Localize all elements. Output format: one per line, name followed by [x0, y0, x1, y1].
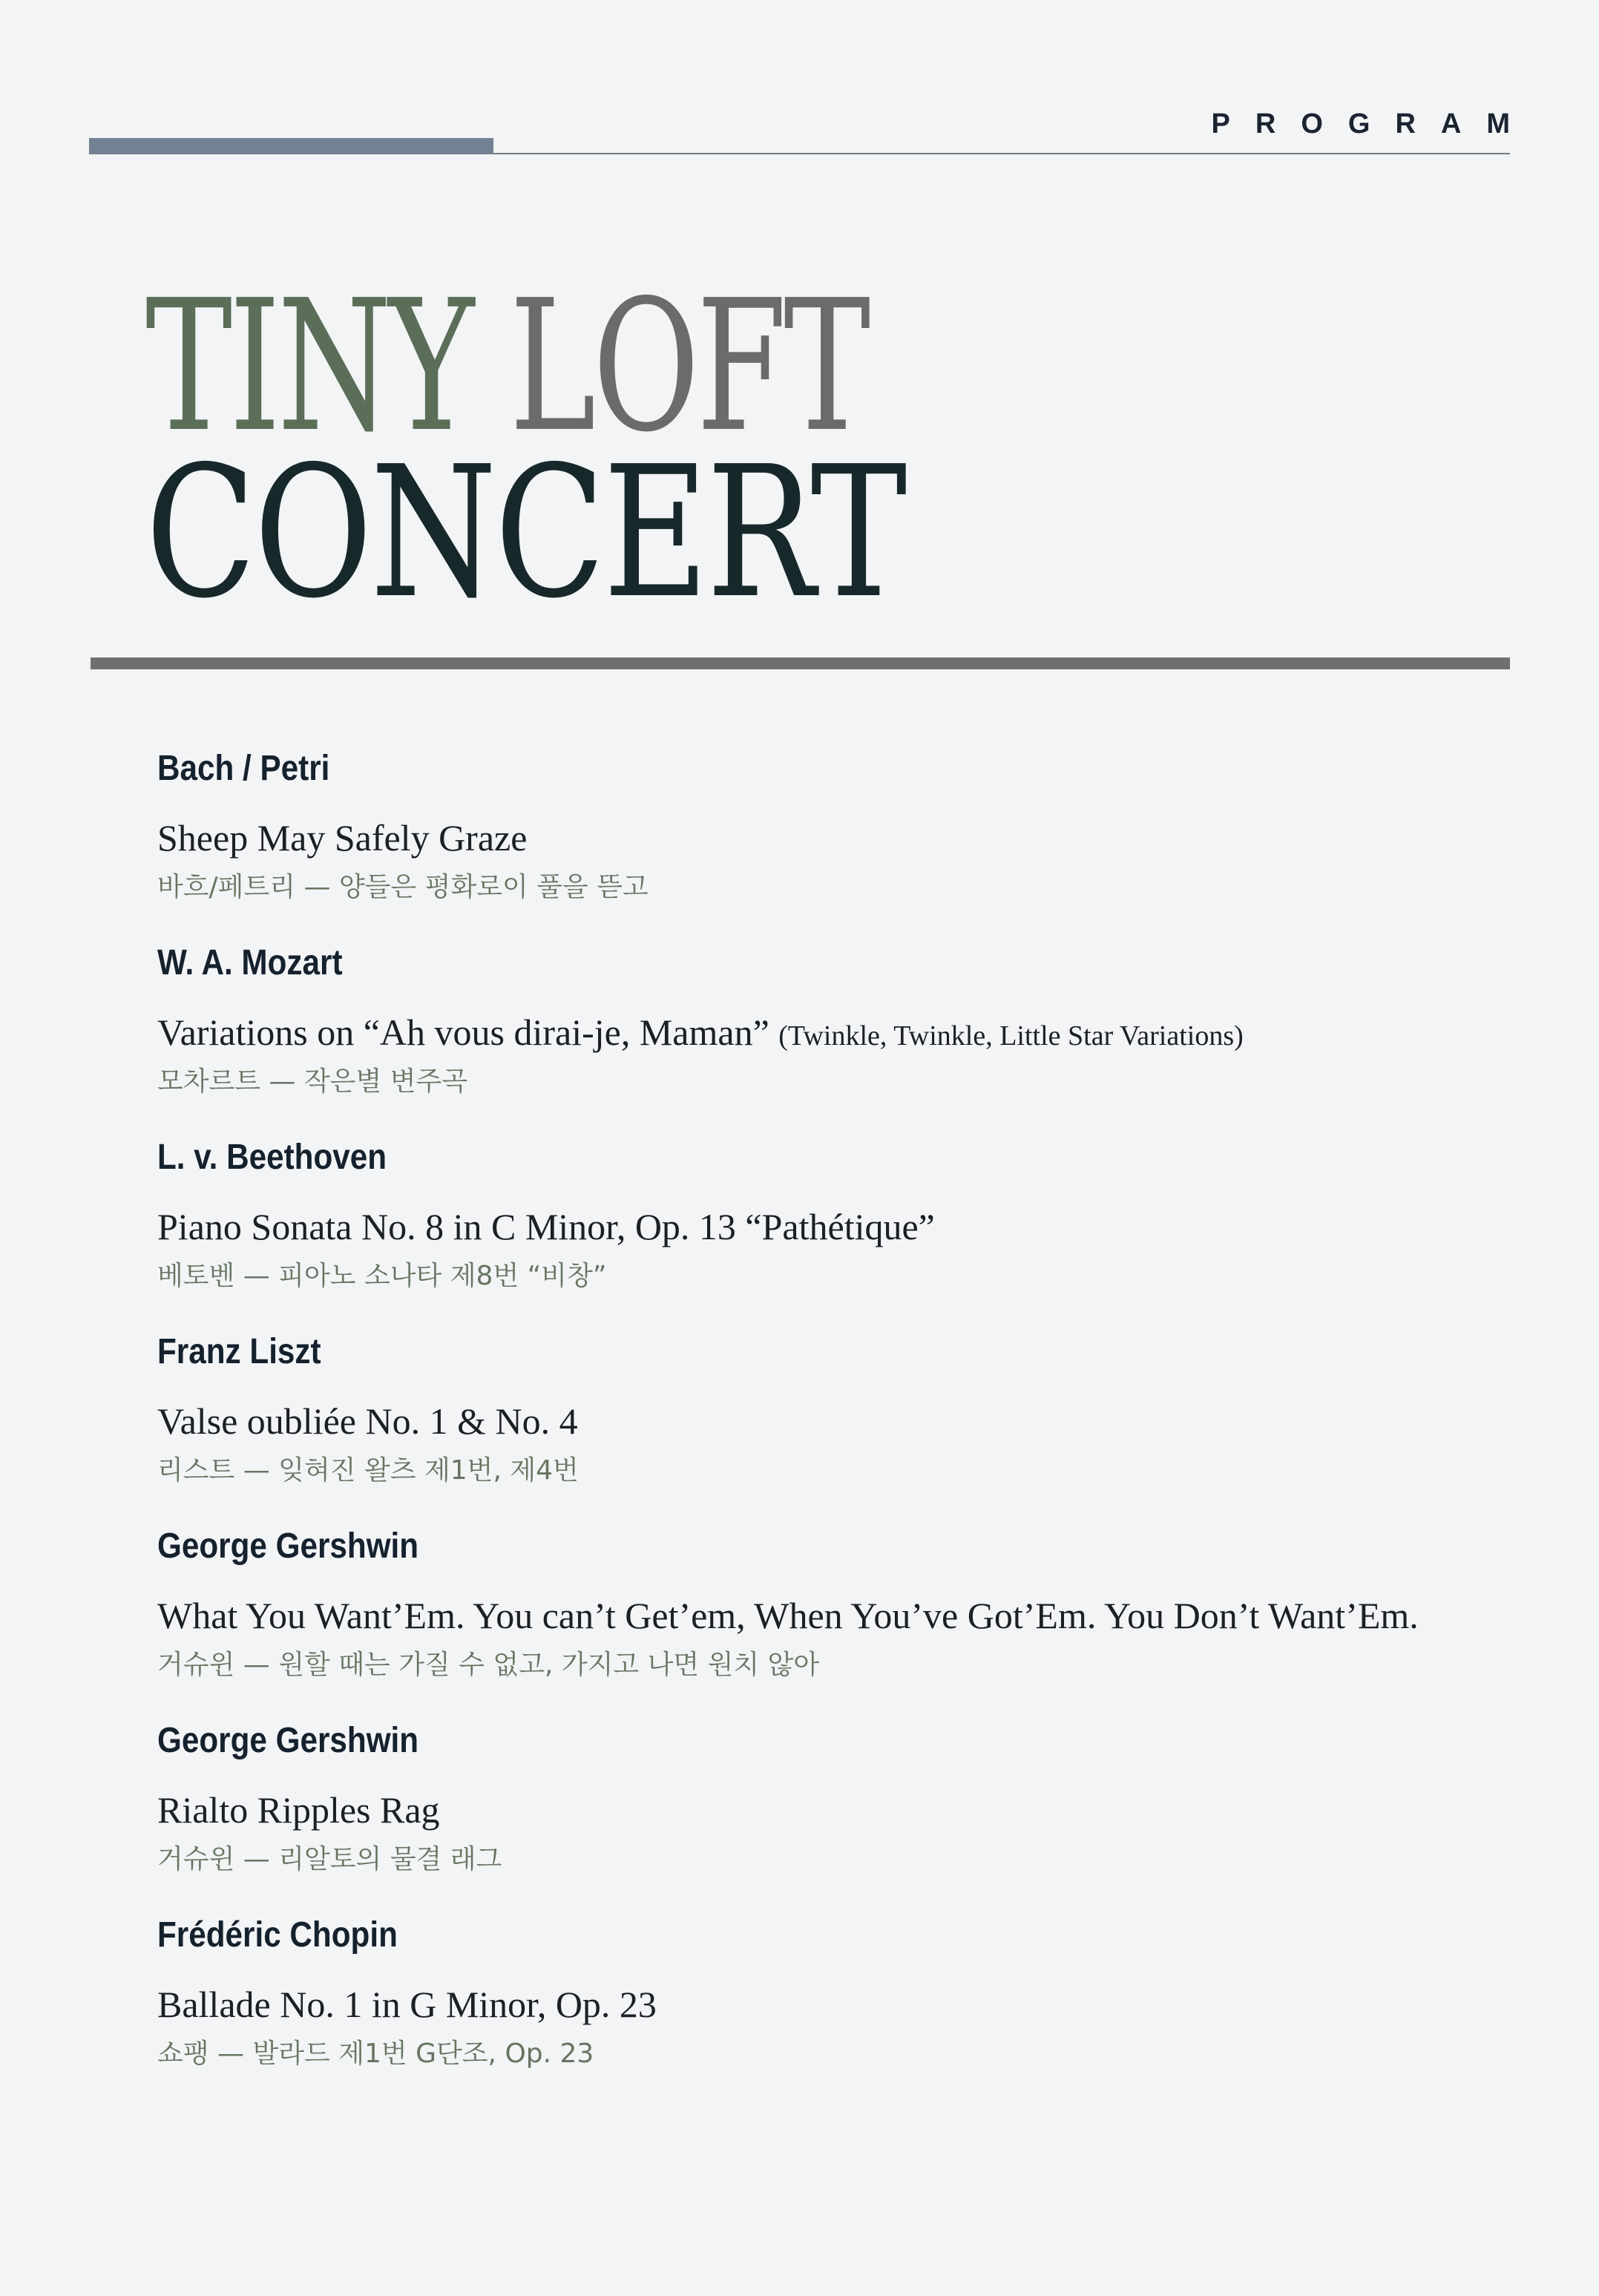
- program-item: [157, 1915, 1537, 2112]
- program-item: [157, 1723, 1537, 1918]
- work-title-text: Piano Sonata No. 8 in C Minor, Op. 13 “Pathétique”: [157, 1206, 935, 1247]
- composer-name: W. A. Mozart: [157, 943, 343, 983]
- program-list: [157, 751, 1537, 2112]
- program-item: [157, 1526, 1537, 1723]
- work-title: [157, 1208, 935, 1245]
- korean-title: 거슈윈 — 리알토의 물결 래그: [157, 1844, 502, 1874]
- composer-name: Bach / Petri: [157, 749, 330, 788]
- work-title: [157, 1400, 578, 1442]
- work-title: [157, 1597, 1419, 1634]
- title-word-tiny: TINY: [145, 261, 471, 472]
- work-title: [157, 1789, 440, 1831]
- program-item: [157, 945, 1537, 1140]
- work-title-text: Ballade No. 1 in G Minor, Op. 23: [157, 1984, 657, 2025]
- title-line-2: CONCERT: [145, 427, 905, 638]
- korean-title: 쇼팽 — 발라드 제1번 G단조, Op. 23: [157, 2038, 594, 2069]
- header-label: PROGRAM: [1211, 108, 1535, 140]
- korean-title: 거슈윈 — 원할 때는 가질 수 없고, 가지고 나면 원치 않아: [157, 1650, 820, 1680]
- work-title: [157, 1986, 657, 2023]
- work-title-text: What You Want’Em. You can’t Get’em, When You’ve Got’Em. You Don’t Want’Em.: [157, 1595, 1419, 1636]
- composer-name: L. v. Beethoven: [157, 1138, 387, 1177]
- korean-title: 바흐/페트리 — 양들은 평화로이 풀을 뜯고: [157, 872, 649, 902]
- work-note: (Twinkle, Twinkle, Little Star Variations): [778, 1020, 1244, 1052]
- top-accent-bar: [89, 138, 493, 154]
- korean-title: 리스트 — 잊혀진 왈츠 제1번, 제4번: [157, 1455, 579, 1486]
- korean-title: 베토벤 — 피아노 소나타 제8번 “비창”: [157, 1261, 607, 1291]
- work-title-text: Variations on “Ah vous dirai-je, Maman”: [157, 1011, 769, 1053]
- work-title: [157, 1011, 1244, 1053]
- composer-name: Frédéric Chopin: [157, 1915, 398, 1955]
- work-title-text: Valse oubliée No. 1 & No. 4: [157, 1400, 578, 1442]
- composer-name: George Gershwin: [157, 1721, 419, 1760]
- title-divider: [91, 657, 1510, 669]
- title-word-loft: LOFT: [509, 261, 868, 472]
- program-item: [157, 1140, 1537, 1334]
- work-title: [157, 817, 528, 859]
- work-title-text: Sheep May Safely Graze: [157, 817, 528, 859]
- composer-name: George Gershwin: [157, 1526, 419, 1566]
- program-item: [157, 751, 1537, 945]
- composer-name: Franz Liszt: [157, 1332, 321, 1371]
- korean-title: 모차르트 — 작은별 변주곡: [157, 1066, 468, 1097]
- program-item: [157, 1334, 1537, 1529]
- work-title-text: Rialto Ripples Rag: [157, 1789, 440, 1831]
